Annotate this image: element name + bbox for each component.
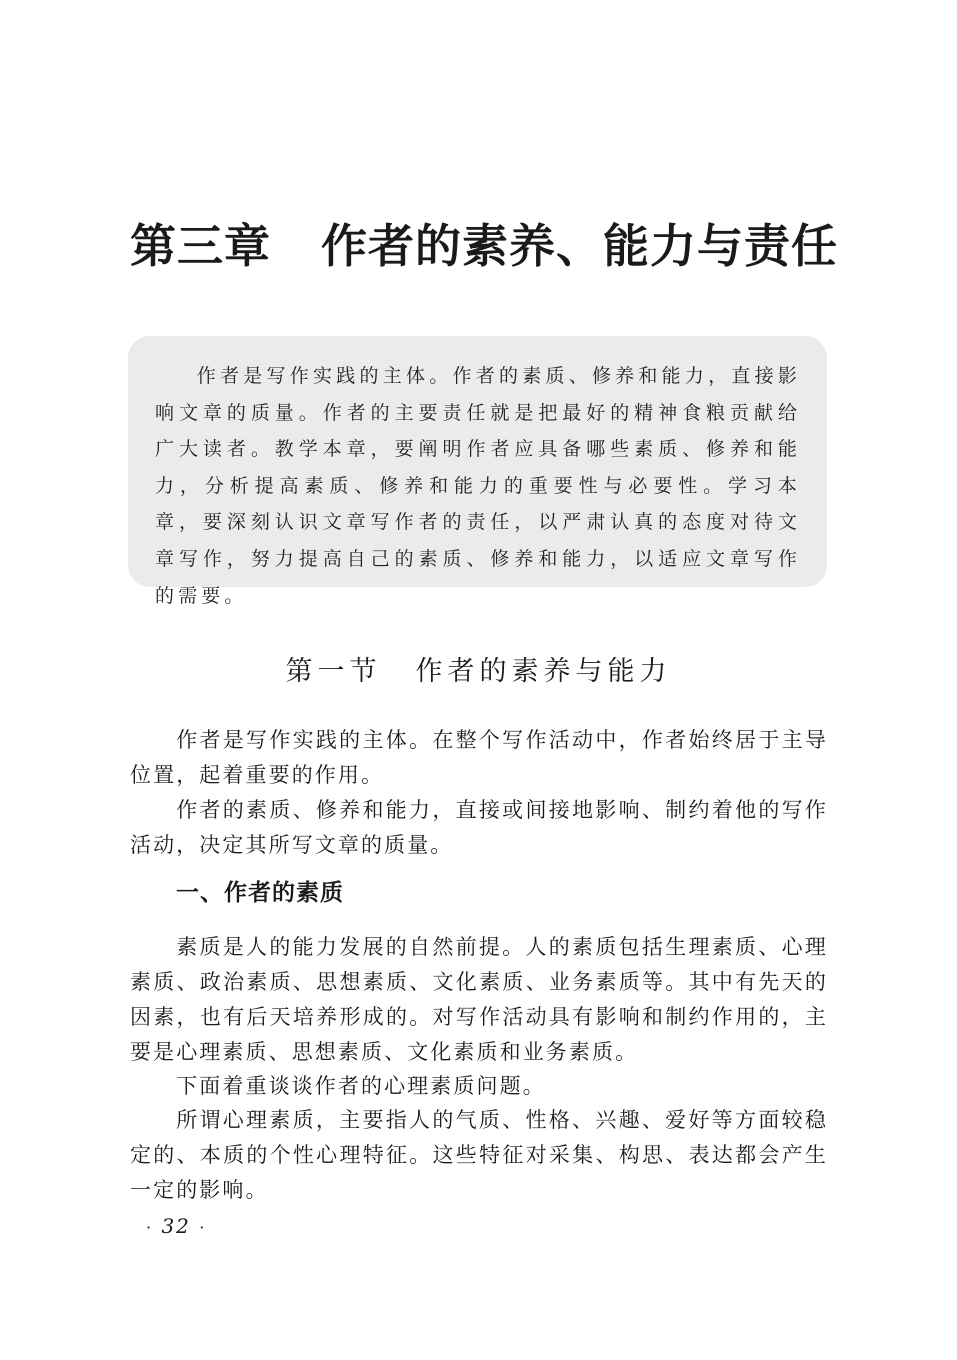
- chapter-summary-box: [128, 336, 827, 607]
- chapter-label: 第三章: [130, 219, 271, 273]
- body-paragraph: 所谓心理素质，主要指人的气质、性格、兴趣、爱好等方面较稳定的、本质的个性心理特征。这些特征对采集、构思、表达都会产生一定的影响。: [130, 1108, 828, 1202]
- page-number-dot: ·: [146, 1218, 154, 1237]
- body-paragraph: 素质是人的能力发展的自然前提。人的素质包括生理素质、心理素质、政治素质、思想素质、文化素质、业务素质等。其中有先天的因素，也有后天培养形成的。对写作活动具有影响和制约作用的，主要是心理素质、思想素质、文化素质和业务素质。: [130, 935, 828, 1064]
- page-number: [146, 1212, 206, 1242]
- section-title: [0, 650, 957, 694]
- subsection-heading: 一、作者的素质: [176, 880, 344, 906]
- body-paragraph: 下面着重谈谈作者的心理素质问题。: [176, 1074, 546, 1098]
- chapter-title-text: 作者的素养、能力与责任: [321, 219, 838, 273]
- section-label: 第一节: [285, 656, 382, 687]
- body-paragraph: 作者的素质、修养和能力，直接或间接地影响、制约着他的写作活动，决定其所写文章的质量。: [130, 798, 828, 857]
- body-paragraph: 作者是写作实践的主体。在整个写作活动中，作者始终居于主导位置，起着重要的作用。: [130, 728, 828, 787]
- chapter-summary-text: 作者是写作实践的主体。作者的素质、修养和能力，直接影响文章的质量。作者的主要责任就是把最好的精神食粮贡献给广大读者。教学本章，要阐明作者应具备哪些素质、修养和能力，分析提高素质、修养和能力的重要性与必要性。学习本章，要深刻认识文章写作者的责任，以严肃认真的态度对待文章写作，努力提高自己的素质、修养和能力，以适应文章写作的需要。: [155, 365, 801, 607]
- page-number-dot: ·: [199, 1218, 207, 1237]
- page-number-value: 32: [161, 1214, 191, 1238]
- chapter-title: [130, 214, 838, 278]
- section-title-text: 作者的素养与能力: [415, 656, 672, 687]
